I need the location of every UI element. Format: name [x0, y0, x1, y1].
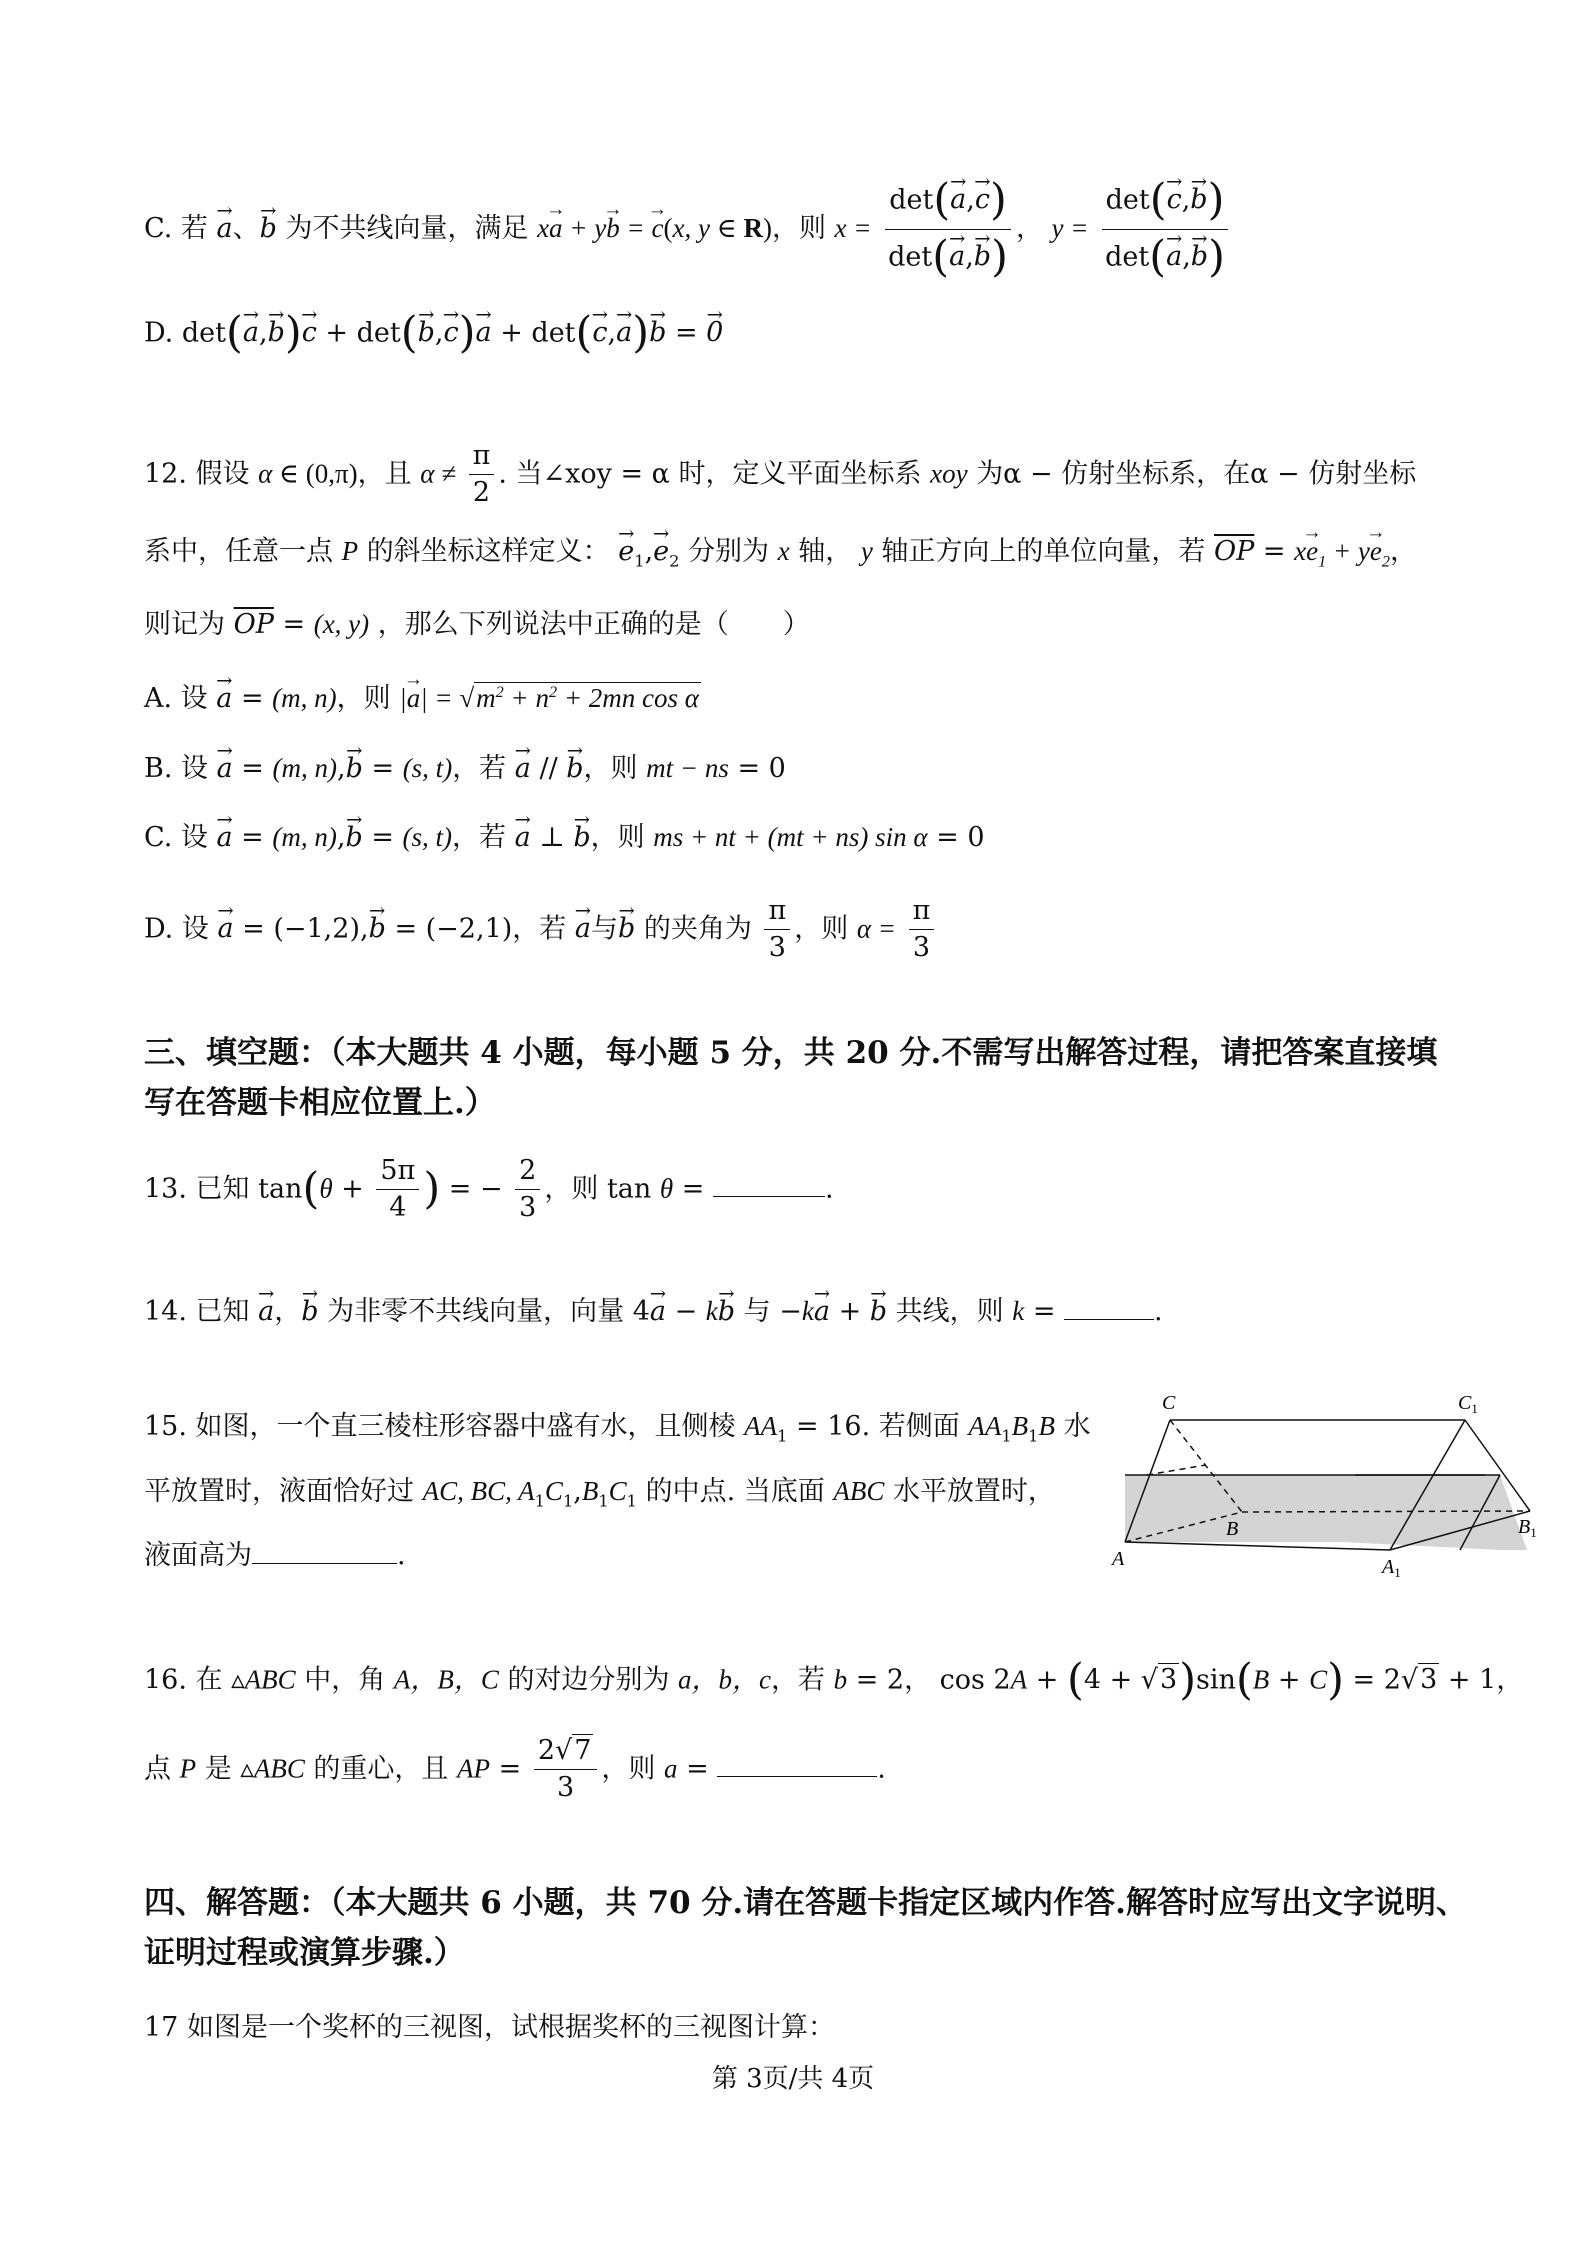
section-3-title: 三、填空题：（本大题共 4 小题，每小题 5 分，共 20 分.不需写出解答过程，请把答案直接填 — [144, 1035, 1438, 1071]
question-16-line-2: 点 P 是 ▵ABC 的重心，且 AP = $\frac{2√7}{3}$ ，则 a = . — [144, 1735, 886, 1804]
question-13: 13. 已知 tan(θ + $\frac{5\pi}{4}$ ) = − $\frac{2}{3}$ ，则 tan θ = . — [144, 1155, 834, 1224]
water-region-right — [1342, 1475, 1527, 1550]
option-c: C. 若 → a、→ b 为不共线向量，满足 x→ a + y→ b = → c(x, y ∈ R)，则 x = $\frac{\det(\to a,\to c)}{\det(\to a,\to b)}$ ， y = $\frac{\det(\to c,\to b)}{\det(\to a,\to b)}$ — [144, 175, 1233, 284]
question-12-option-b: B. 设 → a = (m, n),→ b = (s, t)，若 → a // → b，则 mt − ns = 0 — [144, 752, 786, 785]
page-footer: 第 3页/共 4页 — [711, 2064, 875, 2094]
question-15-line-2: 平放置时，液面恰好过 AC, BC, $A_1C_1,B_1C_1$ 的中点. 当底面 ABC 水平放置时， — [144, 1476, 1055, 1511]
answer-blank-16 — [717, 1776, 877, 1777]
question-12-line-3: 则记为 $\overline{OP} = (x$, y) ，那么下列说法中正确的是（ ） — [144, 609, 810, 640]
label-c: C — [1162, 1392, 1176, 1414]
question-16-line-1: 16. 在 ▵ABC 中，角 A，B，C 的对边分别为 a，b，c，若 b = 2， cos 2A + (4 + √3)sin(B + C) = 2√3 + 1， — [144, 1655, 1524, 1705]
answer-blank-14 — [1064, 1319, 1154, 1320]
fraction-y: $\frac{\det(\to c,\to b)}{\det(\to a,\to b)}$ — [1101, 175, 1229, 284]
section-4-title-cont: 证明过程或演算步骤.） — [144, 1935, 465, 1971]
label-b: B — [1226, 1518, 1239, 1540]
question-17: 17 如图是一个奖杯的三视图，试根据奖杯的三视图计算： — [144, 2012, 835, 2043]
question-12-line-2: 系中，任意一点 P 的斜坐标这样定义： → $e_1,\to e_2$ 分别为 x 轴， y 轴正方向上的单位向量，若 $\overline{OP} = x\to e_1 + y\to e_2$， — [144, 535, 1417, 572]
question-12-option-d: D. 设 → a = (−1,2),→ b = (−2,1)，若 → a与→ b 的夹角为 $\frac{\pi}{3}$ ，则 α = $\frac{\pi}{3}$ — [144, 895, 938, 965]
answer-blank-15 — [252, 1563, 397, 1564]
question-15-line-3: 液面高为 . — [144, 1540, 406, 1571]
answer-blank-13 — [713, 1196, 825, 1197]
label-a: A — [1112, 1548, 1125, 1570]
question-12-option-a: A. 设 → a = (m, n)，则 |→ $a| = √m^2 + n^2 + 2mn$ cos α — [144, 682, 701, 715]
question-14: 14. 已知 → a，→ b 为非零不共线向量，向量 4→ a − k→ b 与 −k→ a + → b 共线，则 k = . — [144, 1295, 1163, 1328]
question-15-line-1: 15. 如图，一个直三棱柱形容器中盛有水，且侧棱 $AA_1 = 16$. 若侧面 $AA_1B_1B$ 水 — [144, 1411, 1091, 1446]
label-b1: $B_1$ — [1518, 1516, 1537, 1540]
question-12-option-c: C. 设 → a = (m, n),→ b = (s, t)，若 → a ⊥ → b，则 ms + nt + (mt + ns) sin α = 0 — [144, 821, 985, 854]
section-3-title-cont: 写在答题卡相应位置上.） — [144, 1085, 496, 1121]
label-a1: $A_1$ — [1382, 1556, 1401, 1580]
prism-figure — [1110, 1385, 1550, 1595]
label-c1: $C_1$ — [1458, 1392, 1478, 1416]
fraction-x: $\frac{\det(\to a,\to c)}{\det(\to a,\to b)}$ — [884, 175, 1012, 284]
question-12-line-1: 12. 假设 α ∈ (0,π)，且 α ≠ $\frac{\pi}{2}$ . 当∠xoy = α 时，定义平面坐标系 xoy 为α − 仿射坐标系，在α − 仿射坐标 — [144, 440, 1417, 509]
section-4-title: 四、解答题：（本大题共 6 小题，共 70 分.请在答题卡指定区域内作答.解答时应写出文字说明、 — [144, 1885, 1467, 1921]
option-d: D. det(→ a,→ b)→ c + det(→ b,→ c)→ a + det(→ c,→ a)→ b = → 0 — [144, 308, 723, 360]
